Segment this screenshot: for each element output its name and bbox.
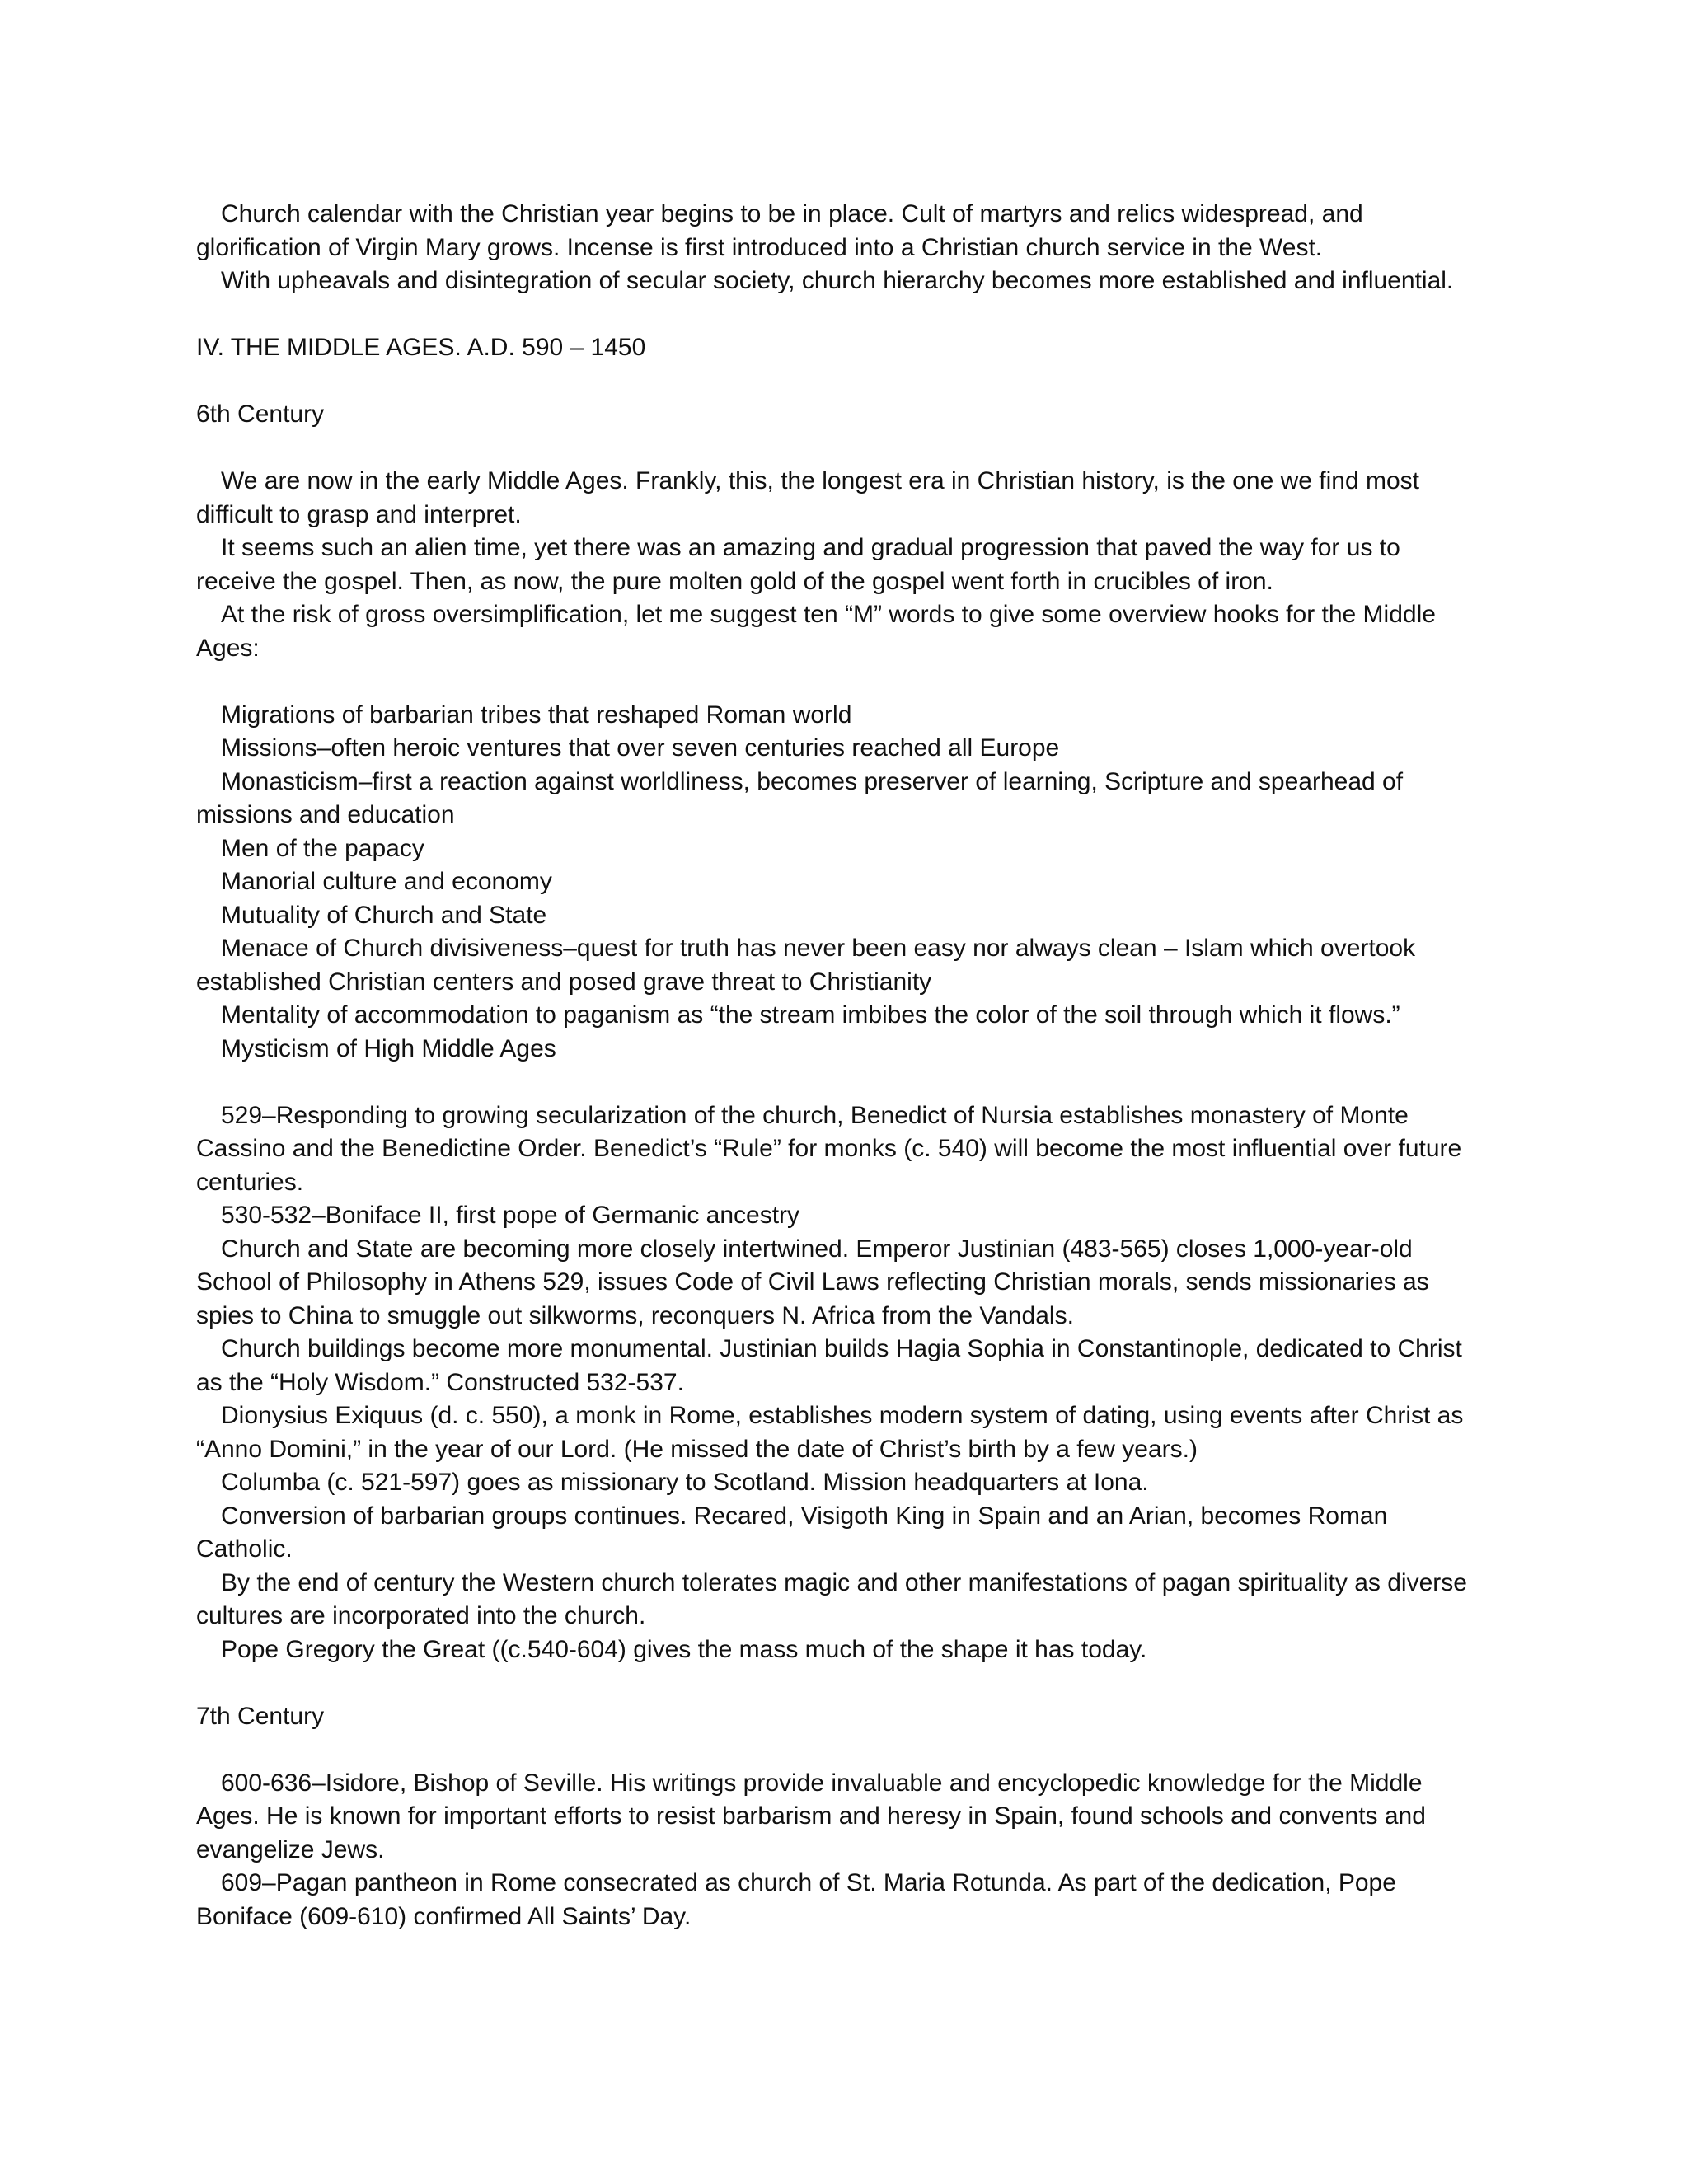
paragraph-6th-intro-3: At the risk of gross oversimplification, let me suggest ten “M” words to give some overview hooks for the Middle Ages: (196, 601, 1436, 662)
events-6th-century (196, 1099, 1482, 1667)
event-entry: Church buildings become more monumental. Justinian builds Hagia Sophia in Constantinople, dedicated to Christ as the “Holy Wisdom.” Constructed 532-537. (196, 1335, 1462, 1396)
event-entry: 530-532–Boniface II, first pope of Germanic ancestry (221, 1202, 800, 1229)
heading-6th-century: 6th Century (196, 401, 325, 428)
list-item-m-word: Missions–often heroic ventures that over seven centuries reached all Europe (221, 734, 1060, 762)
list-item-m-word: Migrations of barbarian tribes that reshaped Roman world (221, 701, 852, 729)
blank-line (196, 1733, 1482, 1767)
event-entry: Pope Gregory the Great ((c.540-604) gives the mass much of the shape it has today. (221, 1635, 1147, 1663)
paragraph-intro-1: Church calendar with the Christian year begins to be in place. Cult of martyrs and relics widespread, and glorification of Virgin Mary grows. Incense is first introduced into a Christian church service in the West. (196, 200, 1363, 261)
list-item-m-word: Mentality of accommodation to paganism as “the stream imbibes the color of the soil through which it flows.” (221, 1001, 1400, 1029)
blank-line (196, 432, 1482, 466)
blank-line (196, 1066, 1482, 1099)
event-entry: Conversion of barbarian groups continues. Recared, Visigoth King in Spain and an Arian, becomes Roman Catholic. (196, 1502, 1388, 1563)
paragraph-6th-intro-2: It seems such an alien time, yet there was an amazing and gradual progression that paved the way for us to receive the gospel. Then, as now, the pure molten gold of the gospel went forth in crucibles of iron. (196, 534, 1400, 595)
blank-line (196, 298, 1482, 332)
list-item-m-word: Mysticism of High Middle Ages (221, 1034, 556, 1062)
event-entry: Church and State are becoming more closely intertwined. Emperor Justinian (483-565) closes 1,000-year-old School of Philosophy in Athens 529, issues Code of Civil Laws reflecting Christian morals, sends missionaries as spies to China to smuggle out silkworms, reconquers N. Africa from the Vandals. (196, 1235, 1429, 1329)
event-entry: 529–Responding to growing secularization of the church, Benedict of Nursia establishes monastery of Monte Cassino and the Benedictine Order. Benedict’s “Rule” for monks (c. 540) will become the most influential over future centuries. (196, 1101, 1462, 1196)
list-item-m-word: Manorial culture and economy (221, 868, 552, 895)
events-7th-century (196, 1767, 1482, 1934)
list-item-m-word: Monasticism–first a reaction against worldliness, becomes preserver of learning, Scripture and spearhead of missions and education (196, 767, 1404, 828)
list-item-m-word: Men of the papacy (221, 834, 424, 862)
paragraph-6th-intro-1: We are now in the early Middle Ages. Frankly, this, the longest era in Christian history, is the one we find most difficult to grasp and interpret. (196, 467, 1420, 528)
event-entry: Dionysius Exiquus (d. c. 550), a monk in Rome, establishes modern system of dating, using events after Christ as “Anno Domini,” in the year of our Lord. (He missed the date of Christ’s birth by a few years.) (196, 1402, 1464, 1463)
document-page (196, 198, 1482, 1933)
section-heading-middle-ages: IV. THE MIDDLE AGES. A.D. 590 – 1450 (196, 334, 646, 361)
heading-7th-century: 7th Century (196, 1702, 325, 1730)
list-item-m-word: Mutuality of Church and State (221, 901, 547, 929)
list-item-m-word: Menace of Church divisiveness–quest for truth has never been easy nor always clean – Islam which overtook established Christian centers and posed grave threat to Christianity (196, 935, 1416, 996)
event-entry: 609–Pagan pantheon in Rome consecrated as church of St. Maria Rotunda. As part of the dedication, Pope Boniface (609-610) confirmed All Saints’ Day. (196, 1869, 1396, 1930)
event-entry: By the end of century the Western church tolerates magic and other manifestations of pagan spirituality as diverse cultures are incorporated into the church. (196, 1568, 1467, 1629)
blank-line (196, 365, 1482, 399)
blank-line (196, 1666, 1482, 1700)
event-entry: Columba (c. 521-597) goes as missionary to Scotland. Mission headquarters at Iona. (221, 1469, 1149, 1496)
blank-line (196, 665, 1482, 699)
event-entry: 600-636–Isidore, Bishop of Seville. His writings provide invaluable and encyclopedic knowledge for the Middle Ages. He is known for important efforts to resist barbarism and heresy in Spain, found schools and convents and evangelize Jews. (196, 1769, 1426, 1863)
paragraph-intro-2: With upheavals and disintegration of secular society, church hierarchy becomes more established and influential. (221, 267, 1454, 294)
m-words-list (196, 699, 1482, 1066)
